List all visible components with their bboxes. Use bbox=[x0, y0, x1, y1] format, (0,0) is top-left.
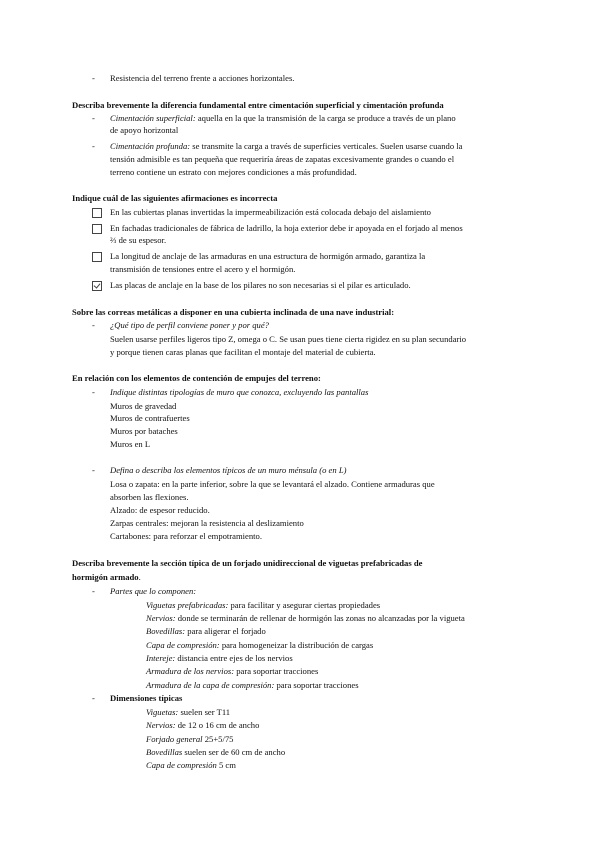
term: Cimentación profunda: bbox=[110, 141, 191, 151]
list-item: Muros en L bbox=[110, 439, 151, 449]
term-text: donde se terminarán de rellenar de hormigón las zonas no alcanzadas por la vigueta bbox=[175, 613, 465, 623]
answer-text: y porque tienen caras planas que facilitan el montaje del material de cubierta. bbox=[110, 347, 376, 357]
option-text-continuation: transmisión de tensiones entre el acero y el hormigón. bbox=[110, 264, 296, 274]
term: Armadura de los nervios: bbox=[146, 666, 235, 676]
answer-text: Cartabones: para reforzar el empotramiento. bbox=[110, 531, 262, 541]
list-item bbox=[146, 760, 236, 771]
term-text: se transmite la carga a través de superficies verticales. Suelen usarse cuando la bbox=[190, 141, 463, 151]
bullet-dash: - bbox=[92, 141, 95, 151]
list-item-continuation: tensión admisible es tan pequeña que requeriría áreas de zapatas excesivamente grandes o cuando el bbox=[110, 154, 455, 164]
term: Bovedillas bbox=[146, 747, 183, 757]
section-heading: Sobre las correas metálicas a disponer en una cubierta inclinada de una nave industrial: bbox=[72, 307, 395, 317]
term: Capa de compresión bbox=[146, 760, 217, 770]
sub-question: ¿Qué tipo de perfil conviene poner y por qué? bbox=[110, 320, 269, 330]
list-item bbox=[146, 666, 318, 677]
term: Intereje: bbox=[146, 653, 176, 663]
list-item bbox=[146, 707, 230, 718]
term-text: 5 cm bbox=[216, 760, 236, 770]
section-heading: Describa brevemente la diferencia fundamental entre cimentación superficial y cimentación profunda bbox=[72, 100, 444, 110]
term-text: distancia entre ejes de los nervios bbox=[175, 653, 293, 663]
term-text: suelen ser de 60 cm de ancho bbox=[182, 747, 286, 757]
term-text: de 12 o 16 cm de ancho bbox=[175, 720, 260, 730]
list-item-continuation: terreno contiene un estrato con mejores condiciones a más profundidad. bbox=[110, 167, 357, 177]
option-checkbox[interactable] bbox=[92, 208, 102, 218]
option-text-continuation: ⅔ de su espesor. bbox=[110, 235, 167, 245]
heading-text: hormigón armado bbox=[72, 572, 139, 582]
answer-text: Losa o zapata: en la parte inferior, sobre la que se levantará el alzado. Contiene armaduras que bbox=[110, 479, 435, 489]
section-heading: En relación con los elementos de contención de empujes del terreno: bbox=[72, 373, 321, 383]
sub-question: Defina o describa los elementos típicos de un muro ménsula (o en L) bbox=[110, 465, 347, 475]
option-checkbox[interactable] bbox=[92, 224, 102, 234]
term-text: suelen ser T11 bbox=[178, 707, 231, 717]
answer-text: Suelen usarse perfiles ligeros tipo Z, omega o C. Se usan pues tiene cierta rigidez en su plan secundario bbox=[110, 334, 467, 344]
sub-question: Partes que lo componen: bbox=[110, 586, 197, 596]
section-heading: Indique cuál de las siguientes afirmaciones es incorrecta bbox=[72, 193, 278, 203]
list-item: Muros de contrafuertes bbox=[110, 413, 190, 423]
bullet-dash: - bbox=[92, 465, 95, 475]
bullet-dash: - bbox=[92, 113, 95, 123]
term: Armadura de la capa de compresión: bbox=[146, 680, 275, 690]
term: Viguetas: bbox=[146, 707, 179, 717]
term-text: 25+5/75 bbox=[202, 734, 234, 744]
term: Viguetas prefabricadas: bbox=[146, 600, 229, 610]
term-text: para facilitar y asegurar ciertas propiedades bbox=[228, 600, 381, 610]
term-text: para aligerar el forjado bbox=[185, 626, 266, 636]
term: Capa de compresión: bbox=[146, 640, 220, 650]
option-checkbox-checked[interactable] bbox=[92, 281, 102, 291]
list-item: Muros de gravedad bbox=[110, 401, 177, 411]
term-text: para homogeneizar la distribución de cargas bbox=[219, 640, 374, 650]
list-item bbox=[110, 141, 462, 152]
term: Nervios: bbox=[146, 613, 176, 623]
term-text: para soportar tracciones bbox=[274, 680, 359, 690]
option-text: Las placas de anclaje en la base de los pilares no son necesarias si el pilar es articulado. bbox=[110, 280, 411, 290]
term: Bovedillas: bbox=[146, 626, 186, 636]
section-heading-continuation bbox=[72, 572, 141, 583]
term: Forjado general bbox=[146, 734, 203, 744]
list-item bbox=[146, 747, 285, 758]
bullet-dash: - bbox=[92, 586, 95, 596]
list-item bbox=[146, 734, 233, 745]
bullet-dash: - bbox=[92, 73, 95, 83]
list-item bbox=[146, 626, 266, 637]
term: Nervios: bbox=[146, 720, 176, 730]
list-item bbox=[146, 680, 359, 691]
bullet-dash: - bbox=[92, 387, 95, 397]
list-item: Resistencia del terreno frente a acciones horizontales. bbox=[110, 73, 295, 83]
sub-question: Indique distintas tipologías de muro que conozca, excluyendo las pantallas bbox=[110, 387, 369, 397]
list-item-continuation: de apoyo horizontal bbox=[110, 125, 179, 135]
term-text: para soportar tracciones bbox=[234, 666, 319, 676]
list-item bbox=[146, 653, 293, 664]
option-text: La longitud de anclaje de las armaduras en una estructura de hormigón armado, garantiza la bbox=[110, 251, 426, 261]
list-item bbox=[146, 600, 380, 611]
sub-heading: Dimensiones típicas bbox=[110, 693, 183, 703]
answer-text: Alzado: de espesor reducido. bbox=[110, 505, 210, 515]
answer-text: absorben las flexiones. bbox=[110, 492, 189, 502]
list-item bbox=[110, 113, 456, 124]
option-text: En fachadas tradicionales de fábrica de ladrillo, la hoja exterior debe ir apoyada en el forjado al menos bbox=[110, 223, 463, 233]
answer-text: Zarpas centrales: mejoran la resistencia al deslizamiento bbox=[110, 518, 304, 528]
bullet-dash: - bbox=[92, 693, 95, 703]
term-text: aquella en la que la transmisión de la carga se produce a través de un plano bbox=[195, 113, 456, 123]
option-checkbox[interactable] bbox=[92, 252, 102, 262]
list-item bbox=[146, 640, 373, 651]
option-text: En las cubiertas planas invertidas la impermeabilización está colocada debajo del aislamiento bbox=[110, 207, 431, 217]
list-item: Muros por bataches bbox=[110, 426, 178, 436]
section-heading: Describa brevemente la sección típica de un forjado unidireccional de viguetas prefabricadas de bbox=[72, 558, 423, 568]
list-item bbox=[146, 720, 259, 731]
bullet-dash: - bbox=[92, 320, 95, 330]
list-item bbox=[146, 613, 465, 624]
heading-period: . bbox=[138, 572, 141, 582]
term: Cimentación superficial: bbox=[110, 113, 196, 123]
